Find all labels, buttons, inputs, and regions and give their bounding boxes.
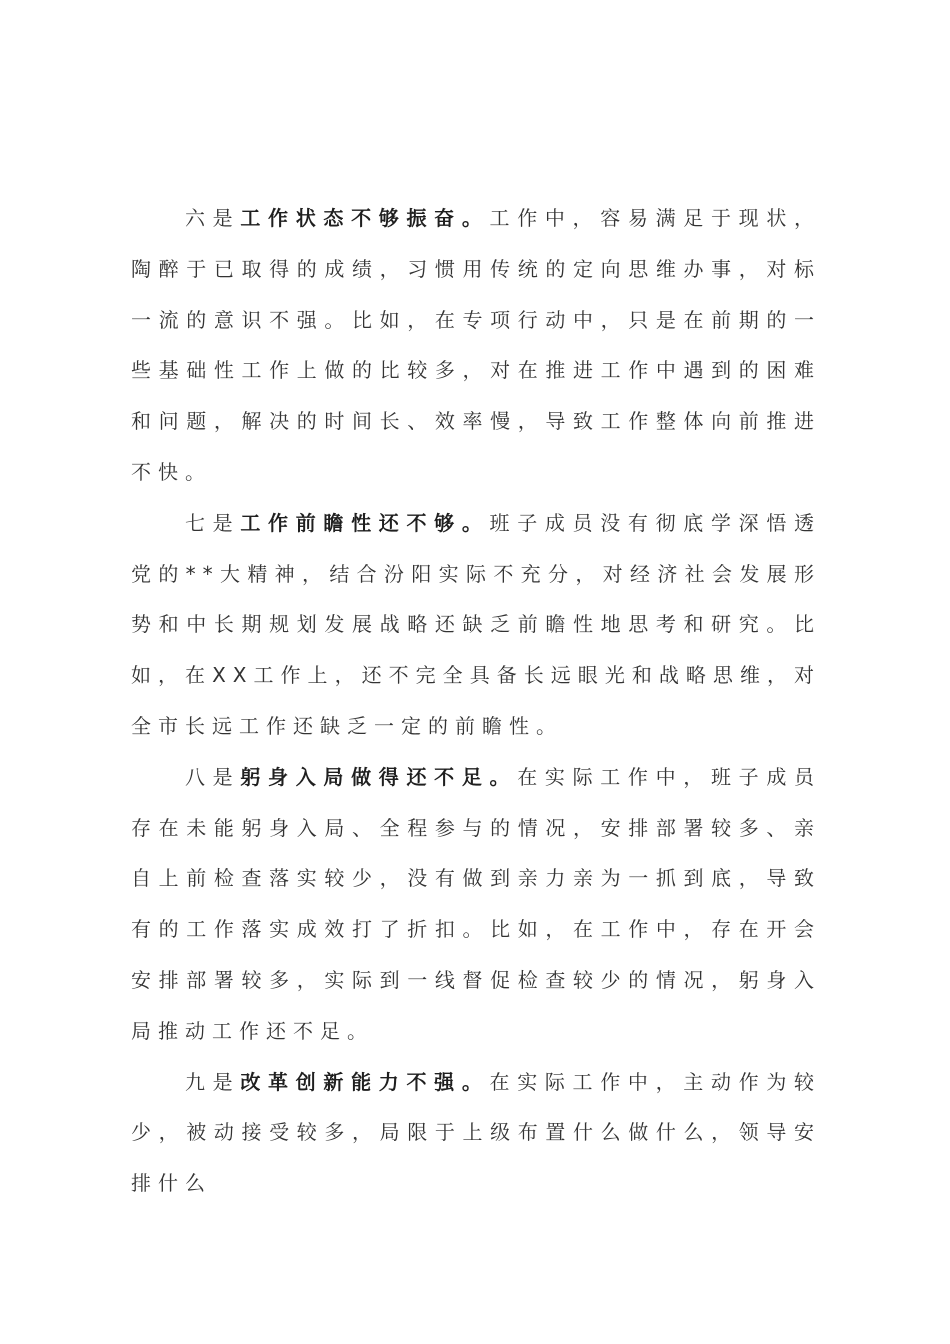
- paragraph-lead: 八是: [185, 764, 241, 789]
- paragraph-text: 工作中，容易满足于现状，陶醉于已取得的成绩，习惯用传统的定向思维办事，对标一流的意识不强。比如，在专项行动中，只是在前期的一些基础性工作上做的比较多，对在推进工作中遇到的困难和问题，解决的时间长、效率慢，导致工作整体向前推进不快。: [131, 206, 822, 484]
- paragraph-text: 班子成员没有彻底学深悟透党的**大精神，结合汾阳实际不充分，对经济社会发展形势和中长期规划发展战略还缺乏前瞻性地思考和研究。比如，在XX工作上，还不完全具备长远眼光和战略思维，对全市长远工作还缺乏一定的前瞻性。: [131, 510, 822, 738]
- paragraph-nine: [131, 1057, 821, 1209]
- paragraph-lead: 六是: [185, 206, 241, 230]
- paragraph-heading: 工作前瞻性还不够。: [240, 510, 490, 535]
- paragraph-heading: 躬身入局做得还不足。: [240, 764, 518, 789]
- paragraph-heading: 工作状态不够振奋。: [240, 206, 490, 230]
- paragraph-seven: [131, 498, 821, 752]
- paragraph-heading: 改革创新能力不强。: [240, 1069, 490, 1094]
- paragraph-lead: 七是: [185, 510, 241, 535]
- paragraph-lead: 九是: [185, 1069, 241, 1094]
- paragraph-text: 在实际工作中，班子成员存在未能躬身入局、全程参与的情况，安排部署较多、亲自上前检查落实较少，没有做到亲力亲为一抓到底，导致有的工作落实成效打了折扣。比如，在工作中，存在开会安排部署较多，实际到一线督促检查较少的情况，躬身入局推动工作还不足。: [131, 764, 822, 1043]
- paragraph-eight: [131, 752, 821, 1057]
- paragraph-text: 在实际工作中，主动作为较少，被动接受较多，局限于上级布置什么做什么，领导安排什么: [131, 1069, 822, 1196]
- paragraph-six: [131, 193, 821, 498]
- document-body: [131, 193, 821, 1209]
